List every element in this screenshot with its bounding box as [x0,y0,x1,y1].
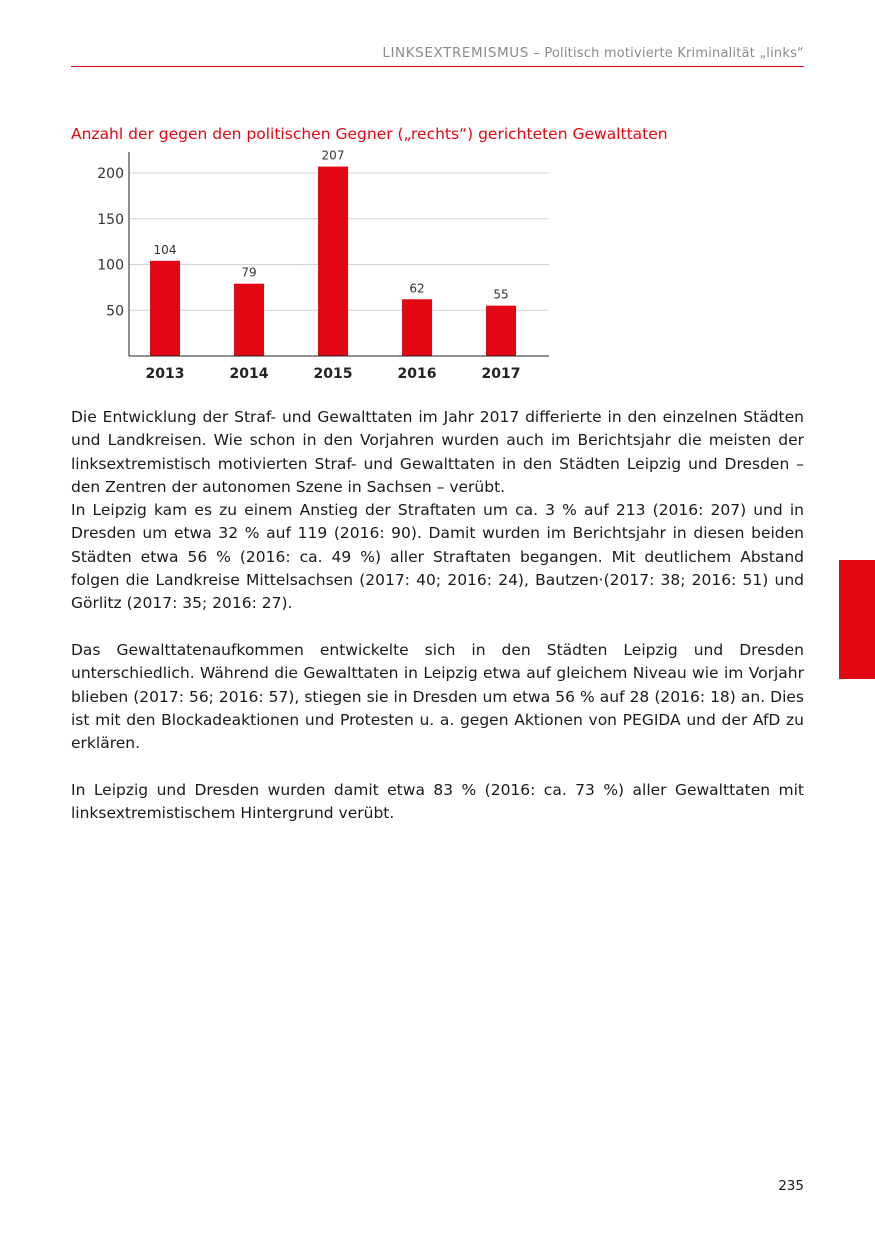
x-tick-label: 2017 [481,366,521,382]
bar [150,261,180,356]
y-tick-label: 50 [106,303,124,320]
y-tick-label: 150 [97,211,124,228]
y-tick-label: 100 [97,257,124,274]
bar-chart [71,148,561,388]
data-label: 55 [493,287,509,302]
data-label: 207 [321,148,345,163]
data-label: 79 [241,265,257,280]
chapter-marker-tab [839,560,875,679]
data-label: 104 [153,242,177,257]
bar [318,167,348,356]
x-tick-label: 2016 [397,366,437,382]
bar [234,284,264,356]
paragraph-1b: In Leipzig kam es zu einem Anstieg der Straftaten um ca. 3 % auf 213 (2016: 207) und in Dresden um etwa 32 % auf 119 (2016: 90). Damit wurden im Berichtsjahr in diesen beiden Städten etwa 56 % (2016: ca. 49 %) aller Straftaten begangen. Mit deutlichem Abstand folgen die Landkreise Mittelsachsen (2017: 40; 2016: 24), Bautzen·(2017: 38; 2016: 51) und Görlitz (2017: 35; 2016: 27). [71,501,804,613]
bar [486,306,516,356]
page-number: 235 [778,1178,804,1194]
header-section: LINKSEXTREMISMUS [382,45,529,61]
paragraph-3: In Leipzig und Dresden wurden damit etwa 83 % (2016: ca. 73 %) aller Gewalttaten mit linksextremistischem Hintergrund verübt. [71,780,804,823]
paragraph-2: Das Gewalttatenaufkommen entwickelte sich in den Städten Leipzig und Dresden unterschiedlich. Während die Gewalttaten in Leipzig etwa auf gleichem Niveau wie im Vorjahr blieben (2017: 56; 2016: 57), stiegen sie in Dresden um etwa 56 % auf 28 (2016: 18) an. Dies ist mit den Blockadeaktionen und Protesten u. a. gegen Aktionen von PEGIDA und der AfD zu erklären. [71,640,804,753]
bar [402,299,432,356]
x-tick-label: 2013 [145,366,185,382]
data-label: 62 [409,281,425,296]
paragraph-1a: Die Entwicklung der Straf- und Gewalttaten im Jahr 2017 differierte in den einzelnen Städten und Landkreisen. Wie schon in den Vorjahren wurden auch im Berichtsjahr die meisten der linksextremistisch motivierten Straf- und Gewalttaten in den Städten Leipzig und Dresden – den Zentren der autonomen Szene in Sachsen – verübt. [71,408,804,496]
header-subtitle: – Politisch motivierte Kriminalität „links“ [528,46,804,61]
running-header [71,44,804,67]
x-tick-label: 2014 [229,366,269,382]
x-tick-label: 2015 [313,366,353,382]
body-text [71,406,804,825]
chart-title: Anzahl der gegen den politischen Gegner („rechts“) gerichteten Gewalttaten [71,125,668,143]
y-tick-label: 200 [97,166,124,182]
